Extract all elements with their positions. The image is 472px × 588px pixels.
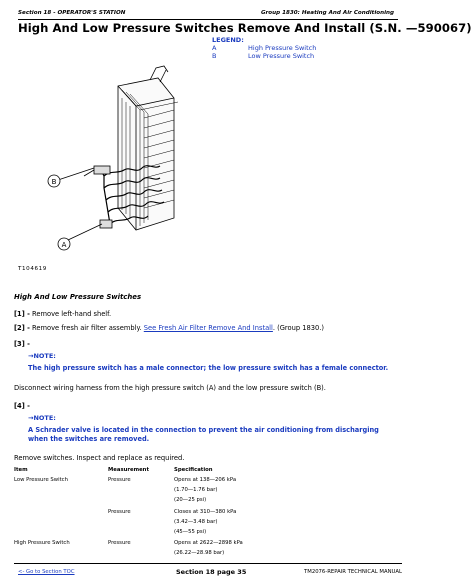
table-cell: (3.42—3.48 bar) — [174, 519, 218, 525]
callout-a: A — [61, 241, 67, 249]
table-cell: (45—55 psi) — [174, 529, 207, 535]
legend-item-b — [212, 52, 392, 60]
note-2-heading: →NOTE: — [28, 414, 56, 422]
table-cell: High Pressure Switch — [14, 540, 70, 546]
note-2-body: A Schrader valve is located in the connection to prevent the air conditioning from discharging when the switches are removed. — [28, 426, 379, 443]
table-cell: Pressure — [108, 509, 131, 515]
section-title: High And Low Pressure Switches — [14, 293, 142, 301]
header-section-label: Section 18 - OPERATOR'S STATION — [18, 10, 126, 16]
legend-label: Low Pressure Switch — [248, 52, 315, 60]
header-divider — [18, 19, 398, 20]
step-number: [4] - — [14, 402, 30, 410]
remove-paragraph: Remove switches. Inspect and replace as required. — [14, 454, 185, 462]
table-cell: (1.70—1.76 bar) — [174, 487, 218, 493]
go-to-section-toc-link[interactable]: <- Go to Section TOC — [18, 569, 75, 575]
footer-divider — [14, 563, 402, 564]
manual-title: TM2076-REPAIR TECHNICAL MANUAL — [304, 569, 402, 575]
step-4 — [14, 402, 30, 410]
step-1 — [14, 310, 111, 318]
evaporator-illustration — [40, 58, 230, 258]
table-cell: Opens at 138—206 kPa — [174, 477, 237, 483]
note-1-body: The high pressure switch has a male connector; the low pressure switch has a female connector. — [28, 364, 389, 372]
table-header-specification: Specification — [174, 467, 213, 473]
step-text: Remove fresh air filter assembly. — [32, 324, 142, 332]
step-2 — [14, 324, 324, 332]
legend-item-a — [212, 44, 392, 52]
step-text: Remove left-hand shelf. — [32, 310, 112, 318]
callout-b: B — [51, 178, 57, 186]
disconnect-paragraph: Disconnect wiring harness from the high pressure switch (A) and the low pressure switch (B). — [14, 384, 326, 392]
page-title: High And Low Pressure Switches Remove And Install (S.N. —590067) — [18, 21, 472, 35]
step-number: [1] - — [14, 310, 30, 318]
step-number: [3] - — [14, 340, 30, 348]
note-1-heading: →NOTE: — [28, 352, 56, 360]
legend-key: A — [212, 44, 217, 52]
page-number: Section 18 page 35 — [176, 568, 247, 576]
step-3 — [14, 340, 30, 348]
step-text-tail: . (Group 1830.) — [272, 324, 324, 332]
figure-code: T104619 — [18, 266, 47, 272]
legend-title: LEGEND: — [212, 36, 244, 44]
table-cell: Pressure — [108, 477, 131, 483]
legend-label: High Pressure Switch — [248, 44, 317, 52]
table-header-measurement: Measurement — [108, 467, 149, 473]
table-cell: Pressure — [108, 540, 131, 546]
table-header-item: Item — [14, 467, 28, 473]
table-cell: Low Pressure Switch — [14, 477, 68, 483]
table-cell: (26.22—28.98 bar) — [174, 550, 225, 556]
header-group-label: Group 1830: Heating And Air Conditioning — [260, 10, 394, 16]
table-cell: Opens at 2622—2898 kPa — [174, 540, 243, 546]
table-cell: (20—25 psi) — [174, 497, 207, 503]
step-number: [2] - — [14, 324, 30, 332]
fresh-air-filter-link[interactable]: See Fresh Air Filter Remove And Install — [143, 324, 273, 332]
legend-key: B — [212, 52, 217, 60]
table-cell: Closes at 310—380 kPa — [174, 509, 237, 515]
